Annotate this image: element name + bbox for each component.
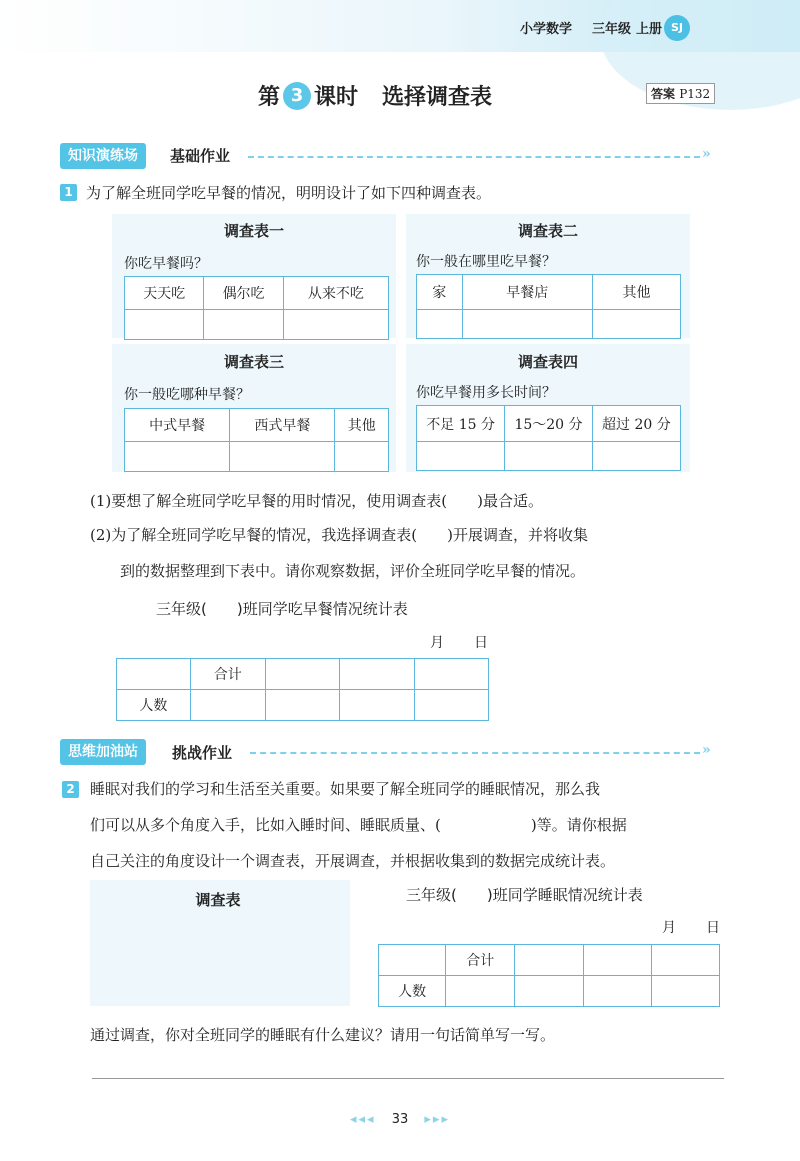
survey-1-question: 你吃早餐吗？ [124,256,208,272]
survey-2-blank-cell[interactable] [592,310,680,339]
stat-table-1-value-cell[interactable] [265,690,340,721]
answer-label: 答案 [651,87,676,101]
section1-divider [248,156,700,158]
section1-subtitle: 基础作业 [170,147,231,165]
survey-1-blank-cell[interactable] [125,310,204,340]
section2-divider [250,752,700,754]
question-1-part-1: (1)要想了解全班同学吃早餐的用时情况，使用调查表( )最合适。 [90,492,543,510]
survey-4-question: 你吃早餐用多长时间？ [416,385,556,401]
stat-table-2-header-cell[interactable] [515,945,583,976]
survey-2-question: 你一般在哪里吃早餐？ [416,254,556,270]
survey-3-title: 调查表三 [223,353,284,371]
stat-table-2-row-label: 人数 [379,976,446,1007]
page-number: 33 [391,1112,409,1127]
stat-table-1-value-cell[interactable] [190,690,265,721]
survey-1-blank-cell[interactable] [283,310,388,340]
question-2-line-2: 们可以从多个角度入手，比如入睡时间、睡眠质量、( )等。请你根据 [90,816,627,834]
survey-4-option: 15～20 分 [505,406,592,442]
stat-table-2-title: 三年级( )班同学睡眠情况统计表 [406,886,643,904]
question-1-number: 1 [60,184,77,201]
title-prefix: 第 [258,85,281,110]
stat-table-2-header-cell[interactable] [651,945,719,976]
survey-2-blank-cell[interactable] [462,310,592,339]
stat-table-2-total-header: 合计 [446,945,515,976]
stat-table-1-day: 日 [474,635,488,651]
title-topic: 选择调查表 [382,85,493,110]
lesson-number: 3 [283,82,311,110]
survey-1-option: 从来不吃 [283,277,388,310]
survey-4-option: 不足 15 分 [417,406,505,442]
section2-tag: 思维加油站 [60,739,146,765]
answer-page: P132 [679,87,711,101]
survey-2-blank-cell[interactable] [417,310,463,339]
survey-1-blank-cell[interactable] [204,310,283,340]
header-volume: 上册 [636,22,663,37]
stat-table-1-title: 三年级( )班同学吃早餐情况统计表 [156,600,408,618]
footer-left-arrows-icon: ◂◂◂ [350,1112,376,1127]
stat-table-1-month: 月 [430,635,444,651]
section2-arrow-icon: » [702,742,711,758]
survey-4-blank-cell[interactable] [417,442,505,471]
stat-table-2-value-cell[interactable] [446,976,515,1007]
question-1-part-2-line-2: 到的数据整理到下表中。请你观察数据，评价全班同学吃早餐的情况。 [120,562,586,580]
survey-4-title: 调查表四 [517,353,578,371]
design-survey-title: 调查表 [195,891,241,909]
survey-4-table [416,405,681,471]
question-2-line-1: 睡眠对我们的学习和生活至关重要。如果要了解全班同学的睡眠情况，那么我 [90,780,601,798]
survey-4-option: 超过 20 分 [592,406,680,442]
page-title [258,80,492,111]
stat-table-2 [378,944,720,1007]
stat-table-2-header-cell[interactable] [583,945,651,976]
survey-3-option: 西式早餐 [230,409,335,442]
stat-table-2-day: 日 [706,920,720,936]
survey-2-title: 调查表二 [517,222,578,240]
stat-table-2-month: 月 [662,920,676,936]
stat-table-1-row-label: 人数 [117,690,191,721]
section1-tag: 知识演练场 [60,143,146,169]
stat-table-1-header-cell[interactable] [340,659,415,690]
survey-2-option: 家 [417,275,463,310]
stat-table-1-header-cell[interactable] [415,659,489,690]
question-1-text: 为了解全班同学吃早餐的情况，明明设计了如下四种调查表。 [86,184,492,202]
stat-table-1-corner [117,659,191,690]
survey-1-option: 天天吃 [125,277,204,310]
stat-table-2-value-cell[interactable] [651,976,719,1007]
stat-table-2-corner [379,945,446,976]
stat-table-1-value-cell[interactable] [415,690,489,721]
header-grade: 三年级 [592,22,632,37]
survey-3-table [124,408,389,472]
question-2-closing: 通过调查，你对全班同学的睡眠有什么建议？请用一句话简单写一写。 [90,1026,556,1044]
survey-2-table [416,274,681,339]
answer-line[interactable] [92,1078,724,1079]
survey-4-blank-cell[interactable] [505,442,592,471]
survey-1-option: 偶尔吃 [204,277,283,310]
title-suffix: 课时 [314,85,359,110]
survey-3-option: 其他 [335,409,389,442]
question-1-part-2-line-1: (2)为了解全班同学吃早餐的情况，我选择调查表( )开展调查，并将收集 [90,526,588,544]
stat-table-1-total-header: 合计 [190,659,265,690]
section1-arrow-icon: » [702,146,711,162]
publisher-badge: SJ [664,15,690,41]
stat-table-1-header-cell[interactable] [265,659,340,690]
survey-1-table [124,276,389,340]
question-2-number: 2 [62,781,79,798]
survey-2-option: 其他 [592,275,680,310]
survey-4-blank-cell[interactable] [592,442,680,471]
answer-reference[interactable] [646,83,715,104]
survey-3-question: 你一般吃哪种早餐？ [124,387,250,403]
stat-table-2-value-cell[interactable] [583,976,651,1007]
section2-subtitle: 挑战作业 [172,744,233,762]
survey-3-blank-cell[interactable] [230,442,335,472]
survey-3-option: 中式早餐 [125,409,230,442]
question-2-line-3: 自己关注的角度设计一个调查表，开展调查，并根据收集到的数据完成统计表。 [90,852,616,870]
survey-1-title: 调查表一 [223,222,284,240]
stat-table-2-value-cell[interactable] [515,976,583,1007]
survey-3-blank-cell[interactable] [125,442,230,472]
stat-table-1-value-cell[interactable] [340,690,415,721]
page-footer [0,1112,800,1127]
header-subject: 小学数学 [520,22,573,37]
survey-3-blank-cell[interactable] [335,442,389,472]
stat-table-1 [116,658,489,721]
survey-2-option: 早餐店 [462,275,592,310]
footer-right-arrows-icon: ▸▸▸ [424,1112,450,1127]
